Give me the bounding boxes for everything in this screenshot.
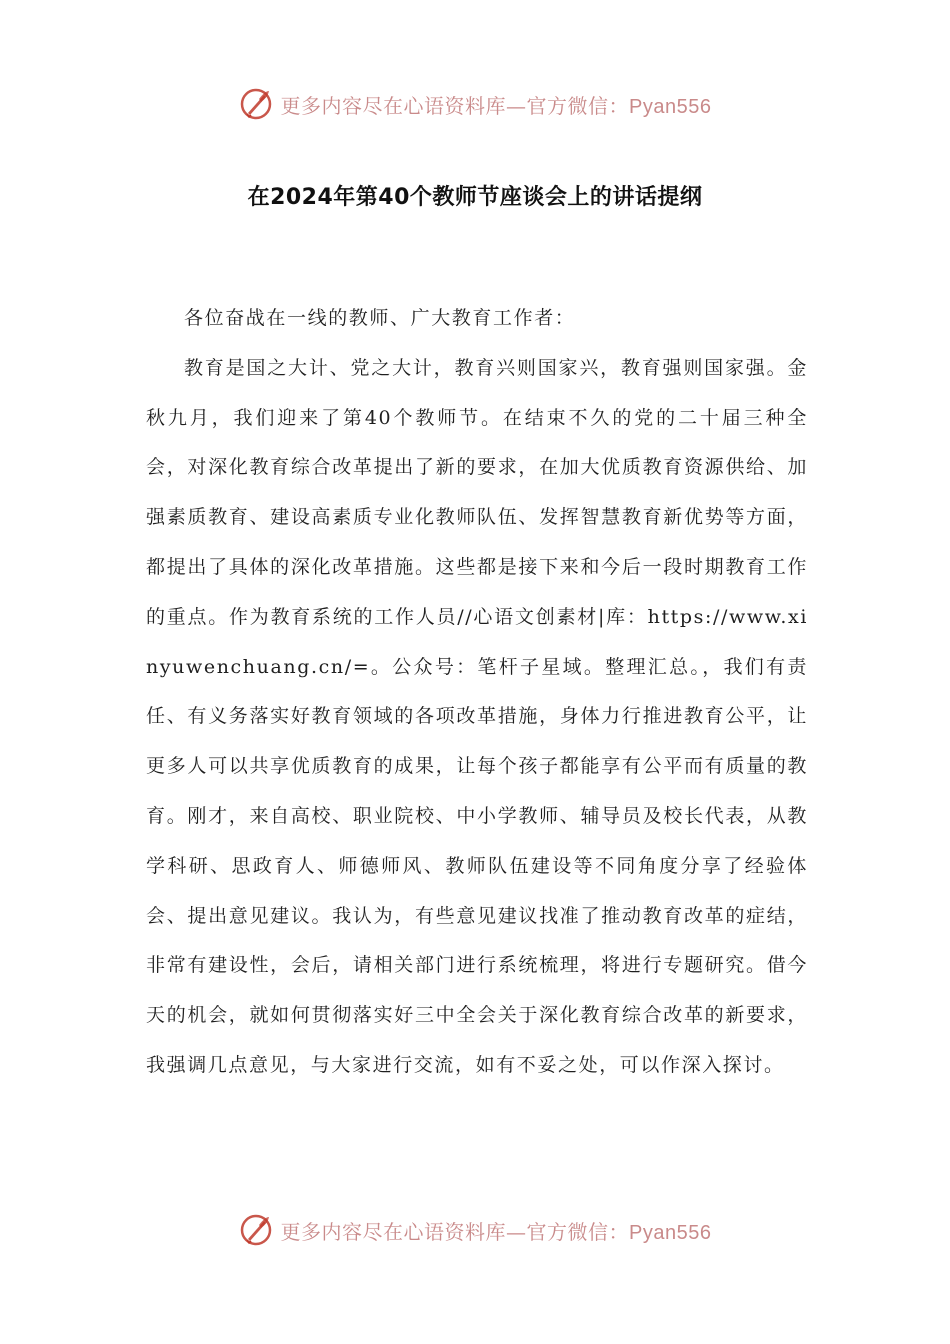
document-title: 在2024年第40个教师节座谈会上的讲话提纲	[247, 185, 703, 210]
watermark-id: Pyan556	[629, 1221, 712, 1244]
quill-seal-icon	[239, 87, 273, 121]
watermark-brand: 更多内容尽在心语资料库	[280, 93, 507, 118]
watermark-text	[281, 1216, 712, 1245]
watermark-label: 官方微信：	[526, 93, 630, 118]
header-watermark	[0, 84, 950, 124]
watermark-brand: 更多内容尽在心语资料库	[280, 1219, 507, 1244]
quill-seal-icon	[239, 1213, 273, 1247]
watermark-separator: —	[506, 1219, 527, 1244]
greeting-paragraph: 各位奋战在一线的教师、广大教育工作者：	[184, 307, 576, 329]
footer-watermark	[0, 1210, 950, 1250]
watermark-id: Pyan556	[629, 95, 712, 118]
watermark-label: 官方微信：	[526, 1219, 630, 1244]
document-body	[146, 294, 808, 1091]
watermark-text	[281, 90, 712, 119]
body-paragraph: 教育是国之大计、党之大计，教育兴则国家兴，教育强则国家强。金秋九月，我们迎来了第40个教师节。在结束不久的党的二十届三种全会，对深化教育综合改革提出了新的要求，在加大优质教育资源供给、加强素质教育、建设高素质专业化教师队伍、发挥智慧教育新优势等方面，都提出了具体的深化改革措施。这些都是接下来和今后一段时期教育工作的重点。作为教育系统的工作人员//心语文创素材|库：https://www.xinyuwenchuang.cn/=。公众号：笔杆子星域。整理汇总。，我们有责任、有义务落实好教育领域的各项改革措施，身体力行推进教育公平，让更多人可以共享优质教育的成果，让每个孩子都能享有公平而有质量的教育。刚才，来自高校、职业院校、中小学教师、辅导员及校长代表，从教学科研、思政育人、师德师风、教师队伍建设等不同角度分享了经验体会、提出意见建议。我认为，有些意见建议找准了推动教育改革的症结，非常有建设性，会后，请相关部门进行系统梳理，将进行专题研究。借今天的机会，就如何贯彻落实好三中全会关于深化教育综合改革的新要求，我强调几点意见，与大家进行交流，如有不妥之处，可以作深入探讨。	[146, 356, 808, 1076]
watermark-separator: —	[506, 93, 527, 118]
